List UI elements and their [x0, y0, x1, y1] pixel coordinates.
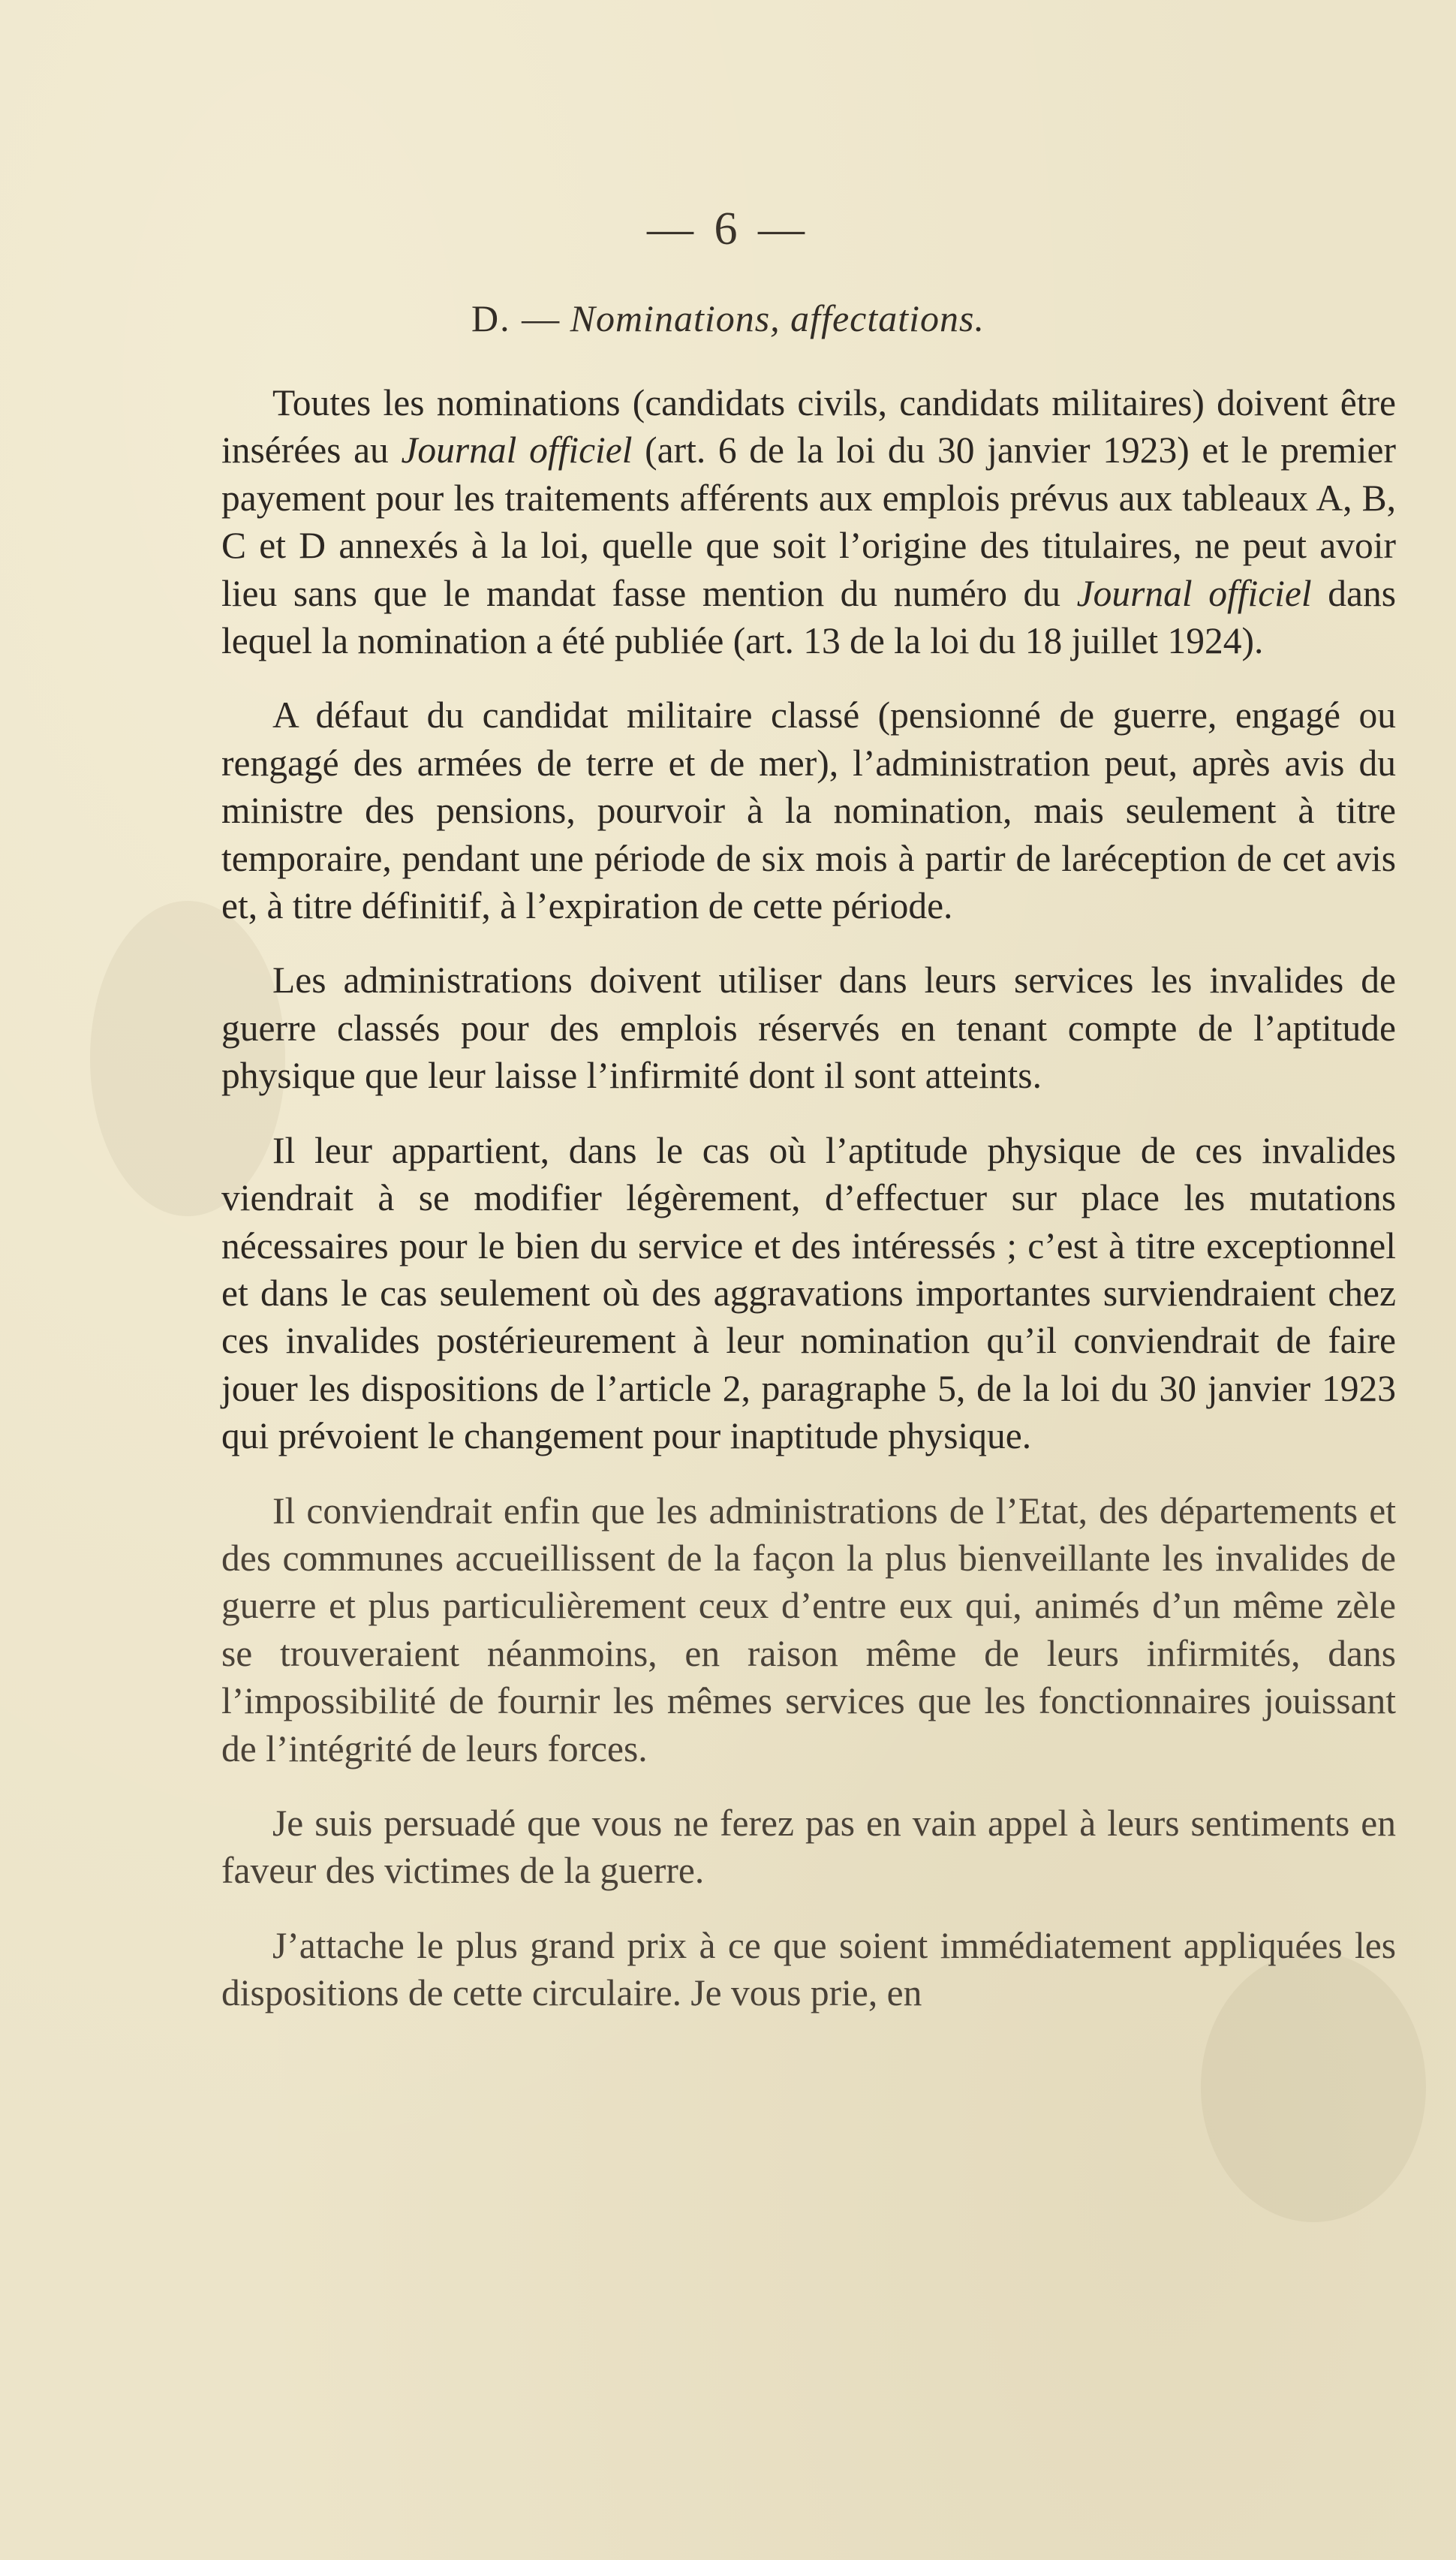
- paragraph-attache: J’attache le plus grand prix à ce que soient immédiatement appliquées les dispositions de cette circulaire. Je vous prie, en: [221, 1924, 1396, 2014]
- paragraph-mutations: Il leur appartient, dans le cas où l’aptitude physique de ces invalides viendrait à se modifier légèrement, d’effectuer sur place les mutations nécessaires pour le bien du service et des intéressés ; c’est à titre exceptionnel et dans le cas seulement où des aggravations importantes surviendraient chez ces invalides postérieurement à leur nomination qu’il conviendrait de faire jouer les dispositions de l’article 2, paragraphe 5, de la loi du 30 janvier 1923 qui prévoient le changement pour inaptitude physique.: [221, 1129, 1396, 1457]
- journal-reference: Journal officiel: [1076, 572, 1312, 614]
- journal-reference: Journal officiel: [401, 429, 633, 471]
- paragraph-text: Toutes les nominations (candidats civils, candidats militaires) doivent être insérées au: [221, 382, 1396, 471]
- body-text: [221, 379, 1396, 2017]
- paragraph-defaut-candidat: A défaut du candidat militaire classé (pensionné de guerre, engagé ou rengagé des armées de terre et de mer), l’administration peut, après avis du ministre des pensions, pourvoir à la nomination, mais seulement à titre temporaire, pendant une période de six mois à partir de laréception de cet avis et, à titre définitif, à l’expiration de cette période.: [221, 694, 1396, 927]
- section-heading: [0, 297, 1456, 340]
- paragraph-nominations: [221, 379, 1396, 664]
- paragraph-administrations: Les administrations doivent utiliser dans leurs services les invalides de guerre classés pour des emplois réservés en tenant compte de l’aptitude physique que leur laisse l’infirmité dont il sont atteints.: [221, 959, 1396, 1097]
- paragraph-bienveillance: Il conviendrait enfin que les administrations de l’Etat, des départements et des communes accueillissent de la façon la plus bienveillante les invalides de guerre et plus particulièrement ceux d’entre eux qui, animés d’un même zèle se trouveraient néanmoins, en raison même de leurs infirmités, dans l’impossibilité de fournir les mêmes services que les fonctionnaires jouissant de l’intégrité de leurs forces.: [221, 1489, 1396, 1769]
- paragraph-persuade: Je suis persuadé que vous ne ferez pas en vain appel à leurs sentiments en faveur des victimes de la guerre.: [221, 1802, 1396, 1892]
- paragraph-text: dans lequel la nomination a été publiée (art. 13 de la loi du 18 juillet 1924).: [221, 572, 1396, 662]
- section-title: Nominations, affectations.: [570, 297, 985, 339]
- paragraph-text: (art. 6 de la loi du 30 janvier 1923) et le premier payement pour les traitements afférents aux emplois prévus aux tableaux A, B, C et D annexés à la loi, quelle que soit l’origine des titulaires, ne peut avoir lieu sans que le mandat fasse mention du numéro du: [221, 429, 1396, 614]
- page-number: — 6 —: [647, 203, 809, 254]
- section-label: D. —: [471, 297, 561, 339]
